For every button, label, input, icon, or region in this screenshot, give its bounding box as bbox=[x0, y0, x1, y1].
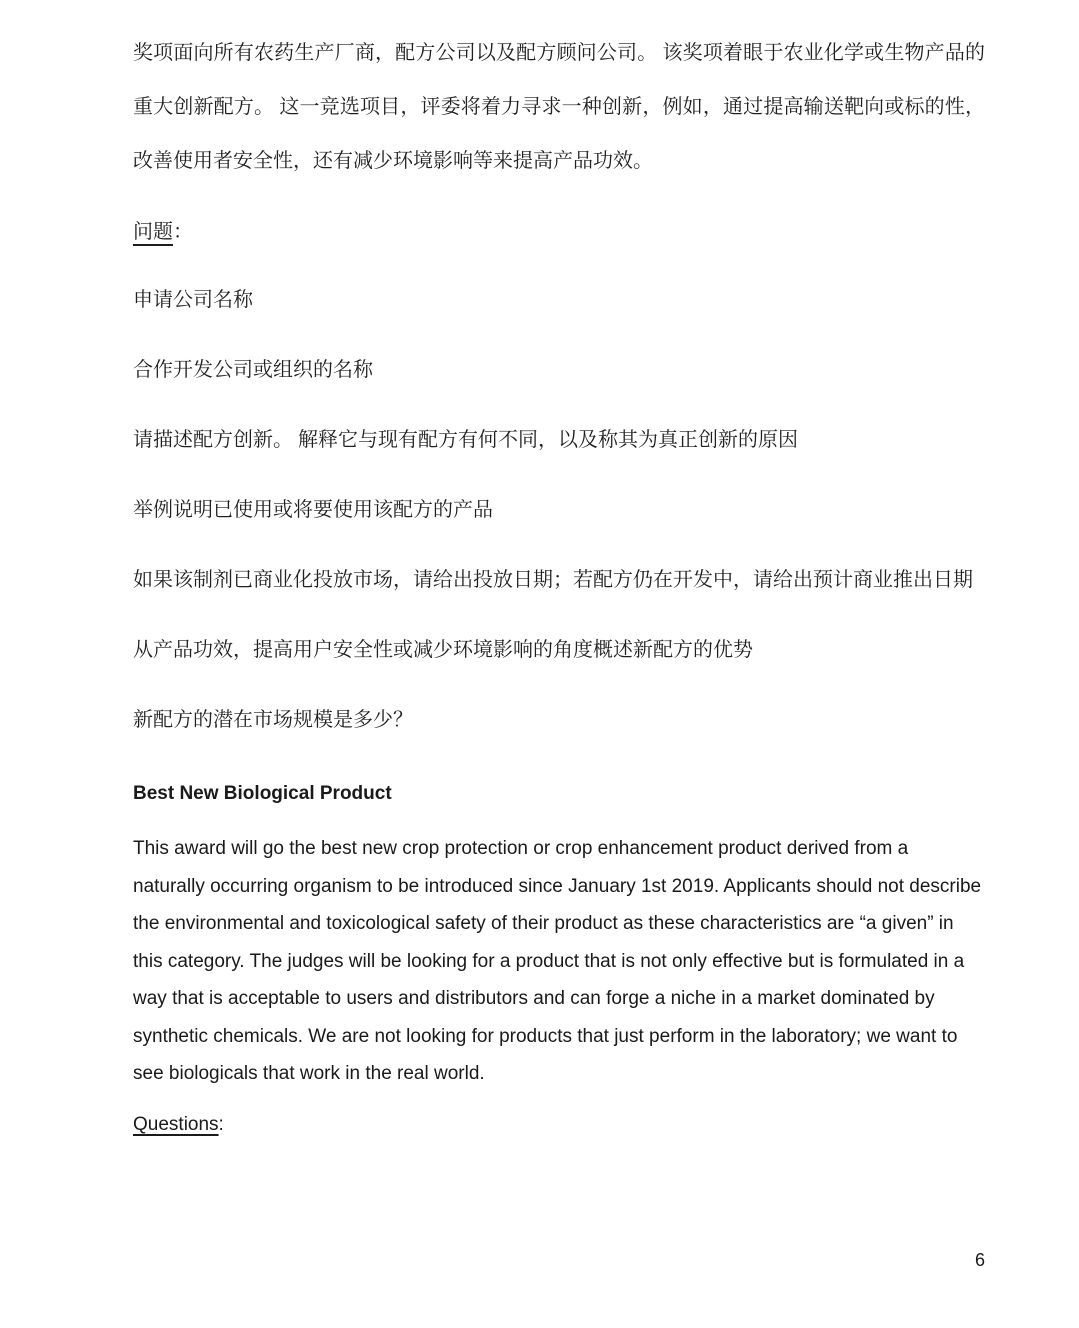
page-number: 6 bbox=[974, 1250, 985, 1270]
question-zh-applicant-company-name: 申请公司名称 bbox=[133, 289, 253, 311]
question-zh-partner-company-name: 合作开发公司或组织的名称 bbox=[133, 359, 373, 381]
question-zh-example-products: 举例说明已使用或将要使用该配方的产品 bbox=[133, 499, 493, 521]
page-content bbox=[133, 0, 985, 1137]
question-zh-advantages-summary: 从产品功效，提高用户安全性或减少环境影响的角度概述新配方的优势 bbox=[133, 639, 753, 661]
question-zh-launch-date: 如果该制剂已商业化投放市场，请给出投放日期；若配方仍在开发中，请给出预计商业推出日期 bbox=[133, 569, 973, 591]
questions-heading-zh-text: 问题 bbox=[133, 221, 173, 243]
section-heading-best-new-biological-product: Best New Biological Product bbox=[133, 783, 392, 804]
questions-heading-zh bbox=[133, 220, 985, 244]
section-body-best-new-biological-product: This award will go the best new crop protection or crop enhancement product derived from a naturally occurring organism to be introduced since January 1st 2019. Applicants should not describe the environmental and toxicological safety of their product as these characteristics are “a given” in this category. The judges will be looking for a product that is not only effective but is formulated in a way that is acceptable to users and distributors and can forge a niche in a market dominated by synthetic chemicals. We are not looking for products that just perform in the laboratory; we want to see biologicals that work in the real world. bbox=[133, 838, 982, 1084]
question-zh-potential-market-size: 新配方的潜在市场规模是多少？ bbox=[133, 709, 413, 731]
questions-heading-en bbox=[133, 1113, 985, 1137]
questions-heading-en-text: Questions bbox=[133, 1113, 219, 1135]
questions-heading-zh-colon: ： bbox=[173, 221, 193, 243]
questions-heading-en-colon: : bbox=[218, 1113, 224, 1135]
question-zh-describe-innovation: 请描述配方创新。 解释它与现有配方有何不同，以及称其为真正创新的原因 bbox=[133, 429, 798, 451]
intro-paragraph-zh: 奖项面向所有农药生产厂商，配方公司以及配方顾问公司。 该奖项着眼于农业化学或生物产品的重大创新配方。 这一竞选项目，评委将着力寻求一种创新，例如，通过提高输送靶向或标的性，改善使用者安全性，还有减少环境影响等来提高产品功效。 bbox=[133, 42, 985, 172]
